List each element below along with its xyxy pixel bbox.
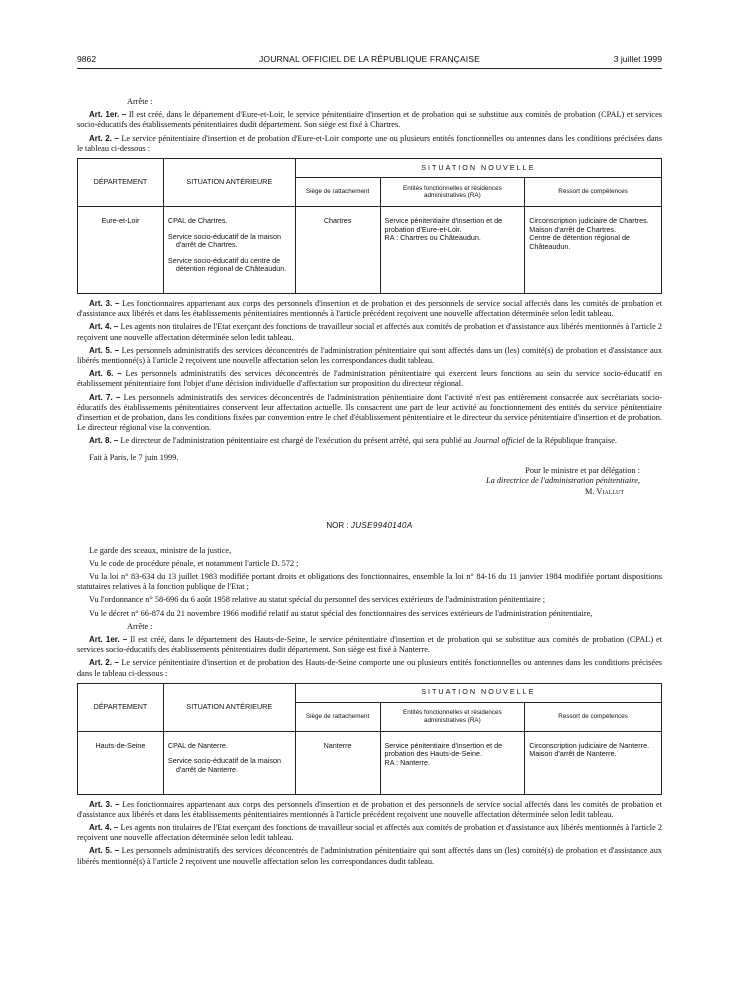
- article-text: Les personnels administratifs des services déconcentrés de l'administration pénitentiaire qui sont affectés dans un (les) comité(s) de probation et d'assistance aux libérés mentionné(s) à l'article 2 reçoivent une nouvelle affectation selon les correspondances dudit tableau.: [77, 345, 663, 365]
- d1-article-3: [77, 299, 662, 319]
- ra-item: RA : Chartres ou Châteaudun.: [384, 233, 481, 243]
- page-header: [77, 54, 662, 68]
- col-header-situation-nouvelle: SITUATION NOUVELLE: [295, 159, 661, 178]
- article-label: Art. 6. –: [89, 369, 122, 379]
- situation-item: Service socio-éducatif de la maison d'arrêt de Nanterre.: [167, 756, 281, 774]
- page-number: 9862: [77, 54, 97, 64]
- signature-date: Fait à Paris, le 7 juin 1999.: [89, 452, 179, 462]
- article-text: Les fonctionnaires appartenant aux corps des personnels d'insertion et de probation et des personnels de service social affectés dans les comités de probation et d'assistance aux libérés et dans les établissements pénitentiaires mentionnés à l'article précédent reçoivent une nouvelle affectation déterminée selon ledit tableau.: [77, 298, 663, 319]
- arrete-2: Arrête :: [127, 621, 153, 631]
- situation-item: CPAL de Nanterre.: [167, 740, 228, 750]
- article-text: Le directeur de l'administration pénitentiaire est chargé de l'exécution du présent arrêté, qui sera publié au: [120, 436, 472, 446]
- col-header-situation-anterieure: SITUATION ANTÉRIEURE: [163, 159, 295, 207]
- publication-date: 3 juillet 1999: [613, 54, 662, 64]
- entite-item: Service pénitentiaire d'insertion et de probation des Hauts-de-Seine.: [384, 740, 503, 759]
- cell-entites: [380, 207, 525, 294]
- signature-role: La directrice de l'administration pénitentiaire,: [486, 476, 640, 486]
- article-label: Art. 4. –: [89, 822, 119, 832]
- visa: Vu le décret n° 66-874 du 21 novembre 1966 modifié relatif au statut spécial des fonctionnaires des services extérieurs de l'administration pénitentiaire,: [89, 608, 593, 618]
- d2-article-2: [77, 658, 662, 678]
- visa: Vu le code de procédure pénale, et notamment l'article D. 572 ;: [89, 558, 299, 568]
- visa: Le garde des sceaux, ministre de la justice,: [89, 545, 232, 555]
- table-hauts-de-seine: [77, 683, 662, 795]
- col-header-ressort: Ressort de compétences: [525, 178, 662, 207]
- nor-label: NOR :: [326, 521, 349, 531]
- col-header-situation-anterieure: SITUATION ANTÉRIEURE: [163, 683, 295, 731]
- situation-item: Service socio-éducatif de la maison d'arrêt de Chartres.: [167, 231, 281, 250]
- signature-delegation: Pour le ministre et par délégation :: [525, 465, 640, 475]
- d1-article-1: [77, 110, 662, 130]
- d1-article-2: [77, 134, 662, 154]
- col-header-entites: Entités fonctionnelles et résidences administratives (RA): [380, 702, 525, 731]
- situation-item: CPAL de Chartres.: [167, 216, 228, 226]
- article-text: Il est créé, dans le département d'Eure-et-Loir, le service pénitentiaire d'insertion et de probation qui se substitue aux comités de probation (CPAL) et services socio-éducatifs des établissements pénitentiaires dudit département. Son siège est fixé à Chartres.: [77, 110, 662, 130]
- article-text: Les personnels administratifs des services déconcentrés de l'administration pénitentiaire qui exercent leurs fonctions au sein du service socio-éducatif en établissement pénitentiaire font l'objet d'une décision individuelle d'affectation sur proposition du directeur régional.: [77, 369, 662, 389]
- article-label: Art. 2. –: [89, 133, 119, 143]
- article-label: Art. 8. –: [89, 436, 119, 446]
- cell-ressort: [525, 207, 662, 294]
- nor-reference: [77, 521, 662, 531]
- ressort-item: Circonscription judiciaire de Nanterre.: [529, 740, 650, 750]
- article-label: Art. 5. –: [89, 846, 120, 856]
- signature-block: [77, 466, 640, 498]
- header-rule: [77, 68, 662, 69]
- article-text: de la République française.: [526, 436, 617, 446]
- article-label: Art. 2. –: [89, 658, 119, 668]
- col-header-siege: Siège de rattachement: [295, 702, 380, 731]
- d1-article-8: [77, 436, 662, 446]
- visa: Vu l'ordonnance n° 58-696 du 6 août 1958 relative au statut spécial du personnel des services extérieurs de l'administration pénitentiaire ;: [89, 595, 546, 605]
- article-text: Les personnels administratifs des services déconcentrés de l'administration pénitentiaire dont l'activité n'est pas entièrement consacrée aux secrétariats socio-éducatifs des établissements pénitentiaires conservent leur affectation actuelle. Ils consacrent une part de leur activité au fonctionnement des entités du service pénitentiaire d'insertion et de probation, dans les conditions fixées par convention entre le chef d'établissement pénitentiaire et le directeur du service pénitentiaire d'insertion et de probation. Le directeur régional vise la convention.: [77, 392, 663, 433]
- cell-siege: Nanterre: [295, 731, 380, 794]
- ressort-item: Circonscription judiciaire de Chartres.: [529, 216, 649, 226]
- ressort-item: Centre de détention régional de Châteaudun.: [529, 233, 630, 251]
- cell-situation-anterieure: [163, 731, 295, 794]
- col-header-situation-nouvelle: SITUATION NOUVELLE: [295, 683, 661, 702]
- cell-situation-anterieure: [163, 207, 295, 294]
- col-header-siege: Siège de rattachement: [295, 178, 380, 207]
- table-eure-et-loir: [77, 158, 662, 294]
- article-text: Le service pénitentiaire d'insertion et de probation d'Eure-et-Loir comporte une ou plusieurs entités fonctionnelles ou antennes dans les conditions précisées dans le tableau ci-dessous :: [77, 133, 662, 153]
- article-label: Art. 3. –: [89, 298, 120, 308]
- article-text: Il est créé, dans le département des Hauts-de-Seine, le service pénitentiaire d'insertion et de probation qui se substitue aux comités de probation (CPAL) et services socio-éducatifs des établissements pénitentiaires dudit département. Son siège est fixé à Nanterre.: [77, 634, 663, 655]
- signatory-name: M. Viallut: [584, 486, 624, 496]
- article-text: Les fonctionnaires appartenant aux corps des personnels d'insertion et de probation et des personnels de service social affectés dans les comités de probation et d'assistance aux libérés et dans les établissements pénitentiaires mentionnés à l'article précédent reçoivent une nouvelle affectation déterminée selon ledit tableau.: [77, 799, 663, 819]
- article-text: Le service pénitentiaire d'insertion et de probation des Hauts-de-Seine comporte une ou plusieurs entités fonctionnelles ou antennes dans les conditions précisées dans le tableau ci-dessous :: [77, 658, 663, 678]
- article-label: Art. 1er. –: [89, 634, 128, 644]
- ra-item: RA : Nanterre.: [384, 757, 431, 767]
- article-text: Les agents non titulaires de l'Etat exerçant des fonctions de travailleur social et affectés aux comités de probation et d'assistance aux libérés mentionnés à l'article 2 reçoivent une nouvelle affectation déterminée selon ledit tableau.: [77, 822, 662, 843]
- visa: Vu la loi n° 83-634 du 13 juillet 1983 modifiée portant droits et obligations des fonctionnaires, ensemble la loi n° 84-16 du 11 janvier 1984 modifiée portant dispositions statutaires relatives à la fonction publique de l'Etat ;: [77, 571, 662, 592]
- d2-article-5: [77, 846, 662, 866]
- nor-code: JUSE9940140A: [350, 521, 413, 531]
- article-text: Les agents non titulaires de l'Etat exerçant des fonctions de travailleur social et affectés aux comités de probation et d'assistance aux libérés mentionnés à l'article 2 reçoivent une nouvelle affectation déterminée selon ledit tableau.: [77, 322, 662, 342]
- col-header-departement: DÉPARTEMENT: [78, 159, 164, 207]
- journal-title: JOURNAL OFFICIEL DE LA RÉPUBLIQUE FRANÇAISE: [259, 54, 480, 64]
- d1-article-5: [77, 346, 662, 366]
- arrete-1: Arrête :: [127, 97, 153, 106]
- ressort-item: Maison d'arrêt de Nanterre.: [529, 749, 617, 759]
- cell-ressort: [525, 731, 662, 794]
- entite-item: Service pénitentiaire d'insertion et de probation d'Eure-et-Loir.: [384, 216, 503, 234]
- d2-article-1: [77, 635, 662, 655]
- document-body: [77, 97, 662, 870]
- d2-article-3: [77, 800, 662, 820]
- ressort-item: Maison d'arrêt de Chartres.: [529, 224, 617, 234]
- article-text: Les personnels administratifs des services déconcentrés de l'administration pénitentiaire qui sont affectés dans un (les) comité(s) de probation et d'assistance aux libérés mentionné(s) à l'article 2 reçoivent une nouvelle affectation selon les correspondances dudit tableau.: [77, 846, 663, 866]
- article-label: Art. 7. –: [89, 392, 121, 402]
- article-label: Art. 4. –: [89, 322, 119, 332]
- d1-article-7: [77, 393, 662, 434]
- journal-officiel-ref: Journal officiel: [473, 436, 525, 446]
- situation-item: Service socio-éducatif du centre de détention régional de Châteaudun.: [167, 255, 287, 274]
- col-header-entites: Entités fonctionnelles et résidences administratives (RA): [380, 178, 525, 207]
- col-header-ressort: Ressort de compétences: [525, 702, 662, 731]
- d1-article-6: [77, 369, 662, 389]
- cell-entites: [380, 731, 525, 794]
- cell-departement: Eure-et-Loir: [78, 207, 164, 294]
- d2-article-4: [77, 823, 662, 843]
- article-label: Art. 3. –: [89, 799, 120, 809]
- article-label: Art. 1er. –: [89, 110, 127, 120]
- d1-article-4: [77, 322, 662, 342]
- cell-departement: Hauts-de-Seine: [78, 731, 164, 794]
- cell-siege: Chartres: [295, 207, 380, 294]
- col-header-departement: DÉPARTEMENT: [78, 683, 164, 731]
- article-label: Art. 5. –: [89, 345, 120, 355]
